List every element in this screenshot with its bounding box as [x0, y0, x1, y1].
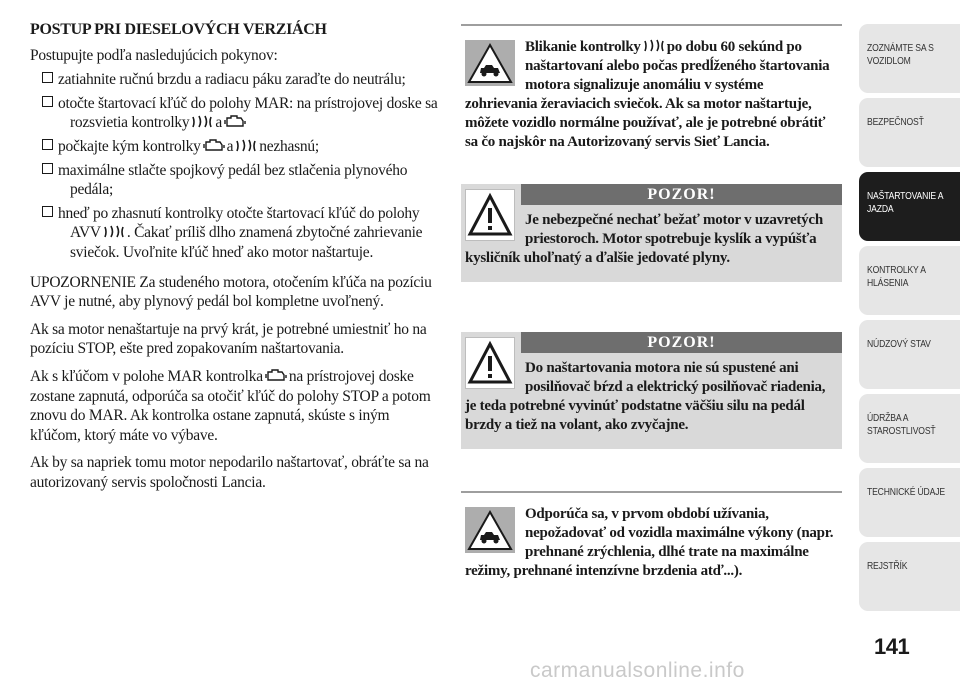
watermark: carmanualsonline.info: [530, 659, 745, 682]
checkbox-bullet-icon: [42, 163, 53, 174]
intro-text: Postupujte podľa nasledujúcich pokynov:: [30, 46, 278, 64]
step-item: otočte štartovací kľúč do polohy MAR: na prístrojovej doske sa rozsvietia kontrolky a: [30, 94, 442, 133]
warning-box: [461, 184, 842, 282]
step-item: hneď po zhasnutí kontrolky otočte štartovací kľúč do polohy AVV . Čakať príliš dlho znamená zbytočné zahrievanie sviečok. Uvoľnite kľúč hneď ako motor naštartuje.: [30, 204, 442, 263]
glow-plug-icon: [235, 139, 257, 152]
paragraph: UPOZORNENIE Za studeného motora, otočením kľúča na pozíciu AVV je nutné, aby plynový pedál bol kompletne uvoľnený.: [30, 273, 432, 311]
paragraph: Ak s kľúčom v polohe MAR kontrolka na prístrojovej doske zostane zapnutá, odporúča sa otočiť kľúč do polohy STOP a potom znovu do MAR. Ak kontrolka ostane zapnutá, skúste s iným kľúčom, ktorý máte vo výbave.: [30, 367, 431, 444]
engine-warning-icon: [265, 367, 287, 383]
tab-zoznamte-sa-s-vozidlom[interactable]: ZOZNÁMTE SA S VOZIDLOM: [859, 24, 960, 93]
warning-text: Je nebezpečné nechať bežať motor v uzavretých priestoroch. Motor spotrebuje kyslík a vypúšťa kysličník uhoľnatý a ďalšie jedovaté plyny.: [465, 212, 823, 266]
warning-triangle-icon: [465, 189, 515, 241]
notes-column: [461, 24, 842, 591]
tab-bezpecnost[interactable]: BEZPEČNOSŤ: [859, 98, 960, 167]
engine-warning-icon: [224, 113, 246, 129]
warning-title: POZOR!: [521, 332, 842, 353]
step-item: maximálne stlačte spojkový pedál bez stlačenia plynového pedála;: [30, 161, 442, 200]
step-item: počkajte kým kontrolky a nezhasnú;: [30, 137, 442, 157]
chapter-tabs: [859, 24, 960, 616]
car-icon: [465, 507, 515, 553]
tab-technicke-udaje[interactable]: TECHNICKÉ ÚDAJE: [859, 468, 960, 537]
tab-rejstrik[interactable]: REJSTŘÍK: [859, 542, 960, 611]
tab-nastartovanie-a-jazda[interactable]: NAŠTARTOVANIE A JAZDA: [859, 172, 960, 241]
step-list: [30, 70, 442, 262]
checkbox-bullet-icon: [42, 72, 53, 83]
tab-kontrolky-a-hlasenia[interactable]: KONTROLKY A HLÁSENIA: [859, 246, 960, 315]
checkbox-bullet-icon: [42, 206, 53, 217]
main-text-column: [30, 20, 442, 500]
step-item: zatiahnite ručnú brzdu a radiacu páku zaraďte do neutrálu;: [30, 70, 442, 90]
warning-triangle-icon: [465, 337, 515, 389]
page-number: 141: [874, 634, 910, 659]
car-icon: [465, 40, 515, 86]
glow-plug-icon: [191, 115, 213, 128]
tab-udrzba-a-starostlivost[interactable]: ÚDRŽBA A STAROSTLIVOSŤ: [859, 394, 960, 463]
glow-plug-icon: [643, 39, 665, 52]
info-note: Odporúča sa, v prvom období užívania, nepožadovať od vozidla maximálne výkony (napr. prehnané zrýchlenia, dlhé trate na maximálne režimy, prehnané intenzívne brzdenia atď...).: [465, 506, 834, 579]
checkbox-bullet-icon: [42, 96, 53, 107]
warning-box: [461, 332, 842, 449]
paragraph: Ak sa motor nenaštartuje na prvý krát, je potrebné umiestniť ho na pozíciu STOP, ešte pred zopakovaním naštartovania.: [30, 320, 427, 358]
warning-title: POZOR!: [521, 184, 842, 205]
checkbox-bullet-icon: [42, 139, 53, 150]
paragraph: Ak by sa napriek tomu motor nepodarilo naštartovať, obráťte sa na autorizovaný servis spoločnosti Lancia.: [30, 454, 429, 491]
info-note: Blikanie kontrolky po dobu 60 sekúnd po naštartovaní alebo počas predĺženého štartovania motora signalizuje anomáliu v systéme zohrievania žeraviacich sviečok. Ak sa motor naštartuje, môžete vozidlo normálne používať, ale je potrebné obrátiť sa čo najskôr na Autorizovaný servis Sieť Lancia.: [465, 39, 830, 150]
engine-warning-icon: [203, 137, 225, 153]
section-heading: POSTUP PRI DIESELOVÝCH VERZIÁCH: [30, 21, 327, 38]
tab-nudzovy-stav[interactable]: NÚDZOVÝ STAV: [859, 320, 960, 389]
warning-text: Do naštartovania motora nie sú spustené ani posilňovač bŕzd a elektrický posilňovač riadenia, je teda potrebné vyvinúť podstatne väčšiu silu na pedál brzdy a tiež na volant, ako zvyčajne.: [465, 360, 826, 433]
glow-plug-icon: [103, 225, 125, 238]
